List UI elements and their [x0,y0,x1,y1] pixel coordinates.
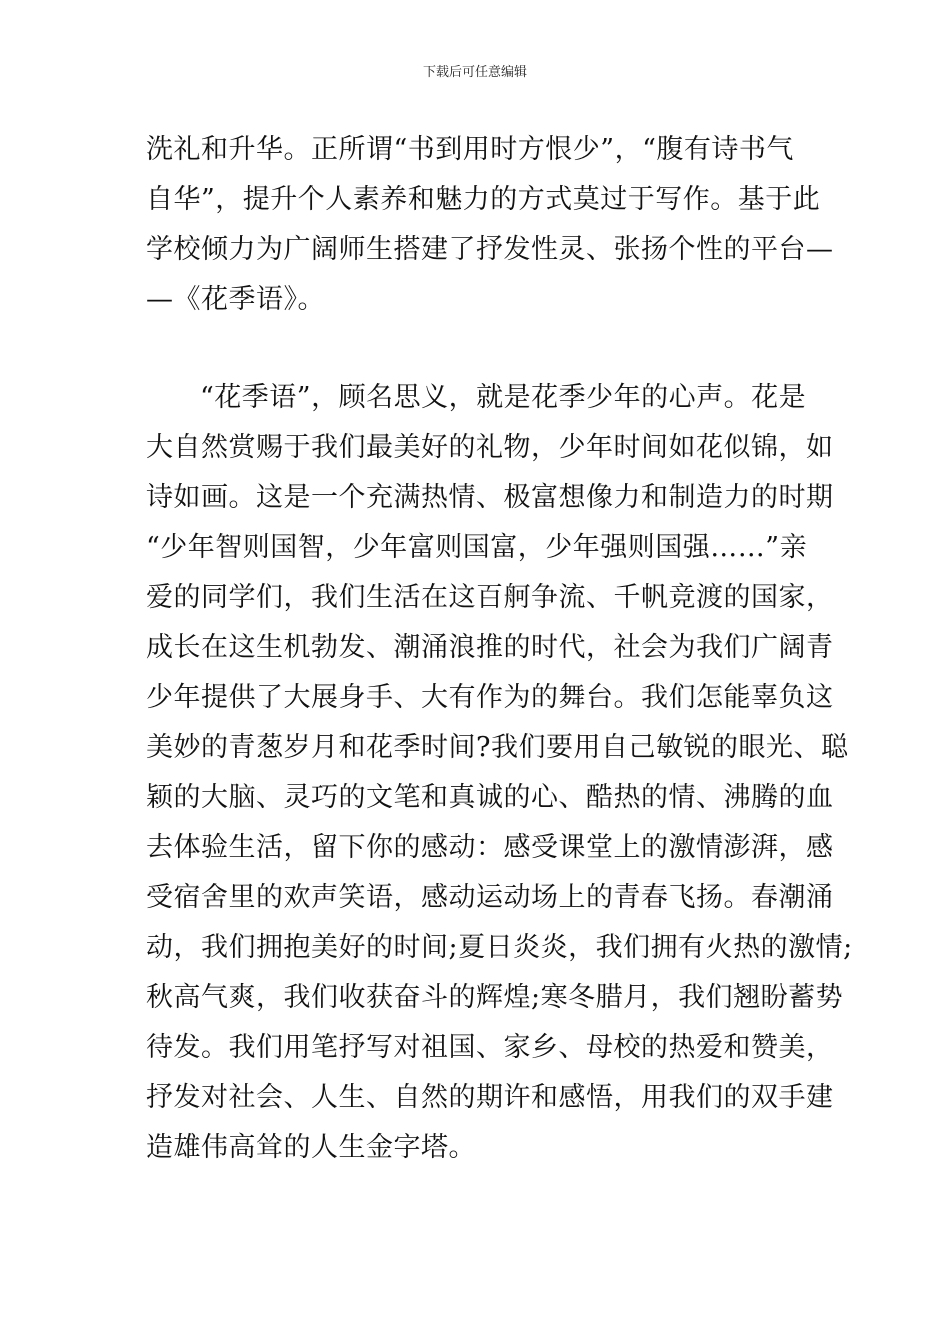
text-line: 去体验生活，留下你的感动：感受课堂上的激情澎湃，感 [146,832,834,863]
text-line: 抒发对社会、人生、自然的期许和感悟，用我们的双手建 [146,1082,834,1113]
text-line: 颖的大脑、灵巧的文笔和真诚的心、酷热的情、沸腾的血 [146,782,834,813]
text-line: 诗如画。这是一个充满热情、极富想像力和制造力的时期 [146,482,834,513]
text-line: “花季语”，顾名思义，就是花季少年的心声。花是 [200,382,807,413]
text-line: 成长在这生机勃发、潮涌浪推的时代，社会为我们广阔青 [146,632,834,663]
text-line: 秋高气爽，我们收获奋斗的辉煌;寒冬腊月，我们翘盼蓄势 [146,982,844,1013]
text-line: 受宿舍里的欢声笑语，感动运动场上的青春飞扬。春潮涌 [146,882,834,913]
text-line: 美妙的青葱岁月和花季时间?我们要用自己敏锐的眼光、聪 [146,732,849,763]
text-line: 少年提供了大展身手、大有作为的舞台。我们怎能辜负这 [146,682,834,713]
text-line: 学校倾力为广阔师生搭建了抒发性灵、张扬个性的平台— [146,234,834,265]
text-line: 待发。我们用笔抒写对祖国、家乡、母校的热爱和赞美， [146,1032,834,1063]
text-line: 爱的同学们，我们生活在这百舸争流、千帆竞渡的国家， [146,582,834,613]
text-line: 大自然赏赐于我们最美好的礼物，少年时间如花似锦，如 [146,432,834,463]
text-line: —《花季语》。 [146,284,325,315]
text-line: 自华”，提升个人素养和魅力的方式莫过于写作。基于此 [146,184,821,215]
text-line: 洗礼和升华。正所谓“书到用时方恨少”，“腹有诗书气 [146,134,794,165]
text-line: 造雄伟高耸的人生金字塔。 [146,1132,476,1163]
text-line: “少年智则国智，少年富则国富，少年强则国强……”亲 [146,532,808,563]
text-line: 动，我们拥抱美好的时间;夏日炎炎，我们拥有火热的激情; [146,932,853,963]
header-note: 下载后可任意编辑 [422,65,527,80]
